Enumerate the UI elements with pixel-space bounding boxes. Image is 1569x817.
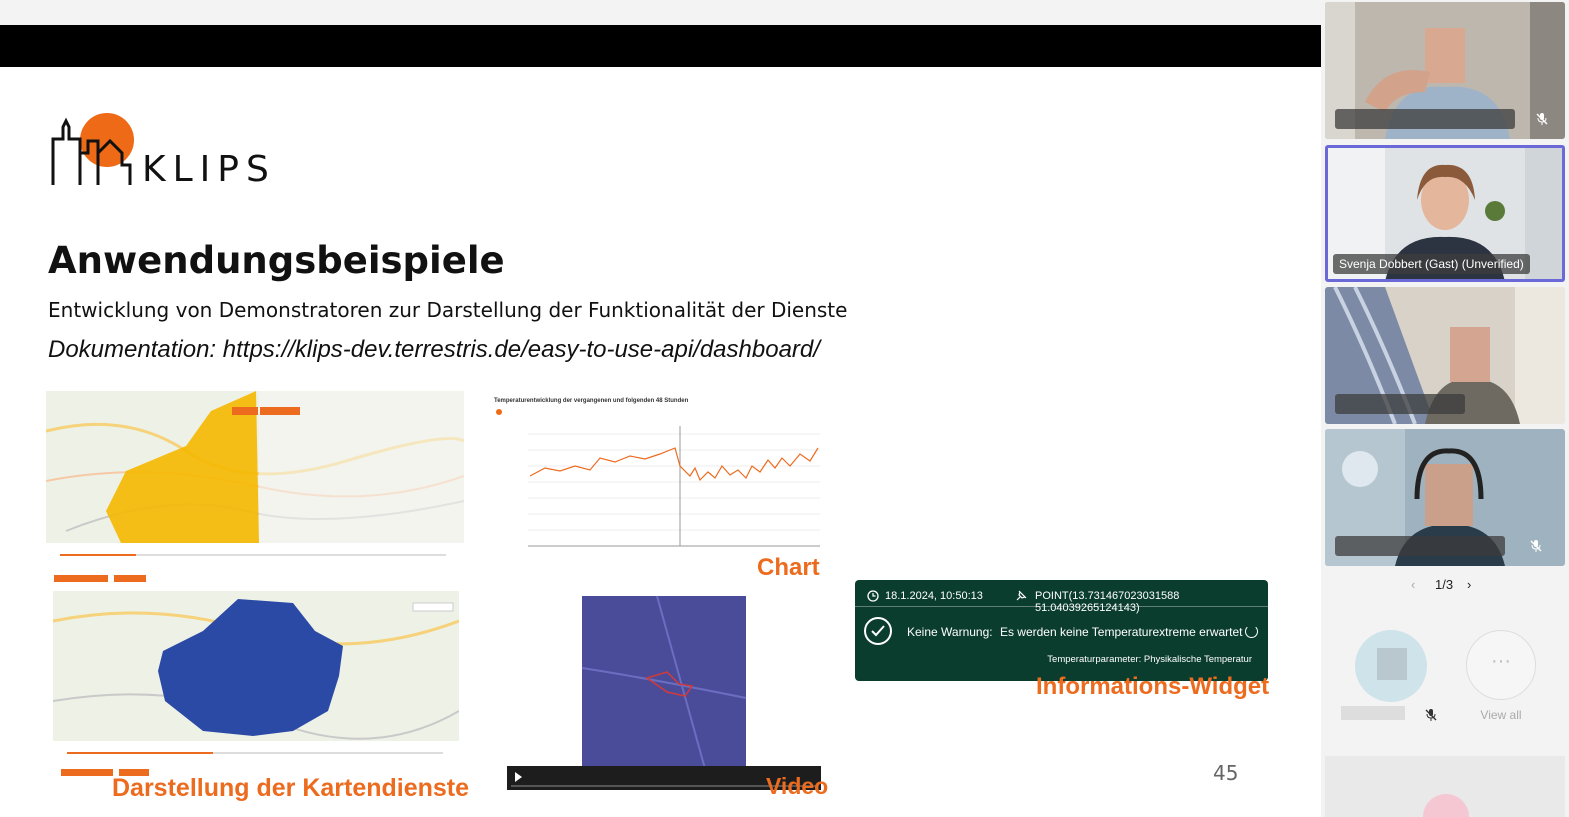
- participant-tile[interactable]: [1325, 429, 1565, 566]
- clock-icon: [867, 590, 879, 602]
- widget-text: Es werden keine Temperaturextreme erwartet: [999, 625, 1243, 639]
- participant-name: Svenja Dobbert (Gast) (Unverified): [1333, 254, 1530, 274]
- participant-name-blurred: [1335, 536, 1505, 556]
- widget-message: [907, 625, 1243, 639]
- chart-thumbnail-graphic: [490, 396, 824, 571]
- chart-caption: Chart: [757, 554, 820, 581]
- slide: [0, 67, 1321, 817]
- participant-tile[interactable]: [1325, 2, 1565, 139]
- slide-title: Anwendungsbeispiele: [48, 239, 505, 282]
- widget-parameter: Temperaturparameter: Physikalische Temperatur: [1047, 654, 1252, 665]
- map-image-top: [46, 391, 464, 543]
- view-all-button[interactable]: ···: [1466, 630, 1536, 700]
- video-thumbnail: [507, 588, 821, 790]
- check-icon: [866, 619, 890, 643]
- mic-off-icon: [1529, 539, 1543, 553]
- maps-caption: Darstellung der Kartendienste: [112, 774, 470, 802]
- refresh-icon: [1245, 625, 1258, 638]
- participant-name-blurred: [1335, 109, 1515, 129]
- information-widget: [855, 580, 1268, 681]
- pager-count: 1/3: [1435, 577, 1454, 592]
- video-frame: [507, 588, 821, 790]
- map-timeline-top: [46, 545, 464, 585]
- logo-text: KLIPS: [142, 149, 276, 190]
- chart-thumbnail-title: Temperaturentwicklung der vergangenen und folgenden 48 Stunden: [494, 398, 689, 404]
- slide-page-number: 45: [1213, 761, 1239, 785]
- avatar[interactable]: [1355, 630, 1427, 702]
- map-screenshot-top: [46, 391, 464, 543]
- participant-name-blurred: [1335, 394, 1465, 414]
- widget-header: [867, 588, 1259, 614]
- participants-panel: [1321, 0, 1569, 817]
- slide-top-bar: [0, 25, 1321, 67]
- video-caption: Video: [766, 773, 829, 799]
- participant-name-blurred: [1341, 706, 1405, 720]
- check-circle-icon: [864, 617, 892, 645]
- map-screenshot-bottom: [53, 591, 459, 741]
- chevron-right-icon[interactable]: ›: [1467, 577, 1472, 592]
- klips-logo: [50, 111, 310, 191]
- mic-off-icon: [1424, 708, 1438, 722]
- participant-pager: [1411, 577, 1481, 595]
- participant-tile-active[interactable]: [1325, 145, 1565, 282]
- participant-tile[interactable]: [1325, 287, 1565, 424]
- widget-timestamp: 18.1.2024, 10:50:13: [885, 590, 983, 602]
- widget-divider: [855, 606, 1268, 607]
- chevron-left-icon[interactable]: ‹: [1411, 577, 1416, 592]
- chart-thumbnail: [490, 396, 824, 571]
- widget-caption: Informations-Widget: [1036, 673, 1270, 700]
- documentation-link: Dokumentation: https://klips-dev.terrestris.de/easy-to-use-api/dashboard/: [48, 336, 820, 363]
- self-view-tile[interactable]: [1325, 756, 1565, 817]
- view-all-label[interactable]: View all: [1480, 708, 1522, 722]
- avatar: [1423, 794, 1469, 817]
- mic-off-icon: [1535, 112, 1549, 126]
- pin-icon: [1015, 590, 1027, 602]
- slide-subtitle: Entwicklung von Demonstratoren zur Darstellung der Funktionalität der Dienste: [48, 298, 848, 322]
- widget-point: POINT(13.731467023031588 51.04039265124143): [1035, 590, 1180, 614]
- klips-logo-icon: [50, 111, 150, 191]
- widget-label: Keine Warnung:: [907, 625, 993, 639]
- map-image-bottom: [53, 591, 459, 741]
